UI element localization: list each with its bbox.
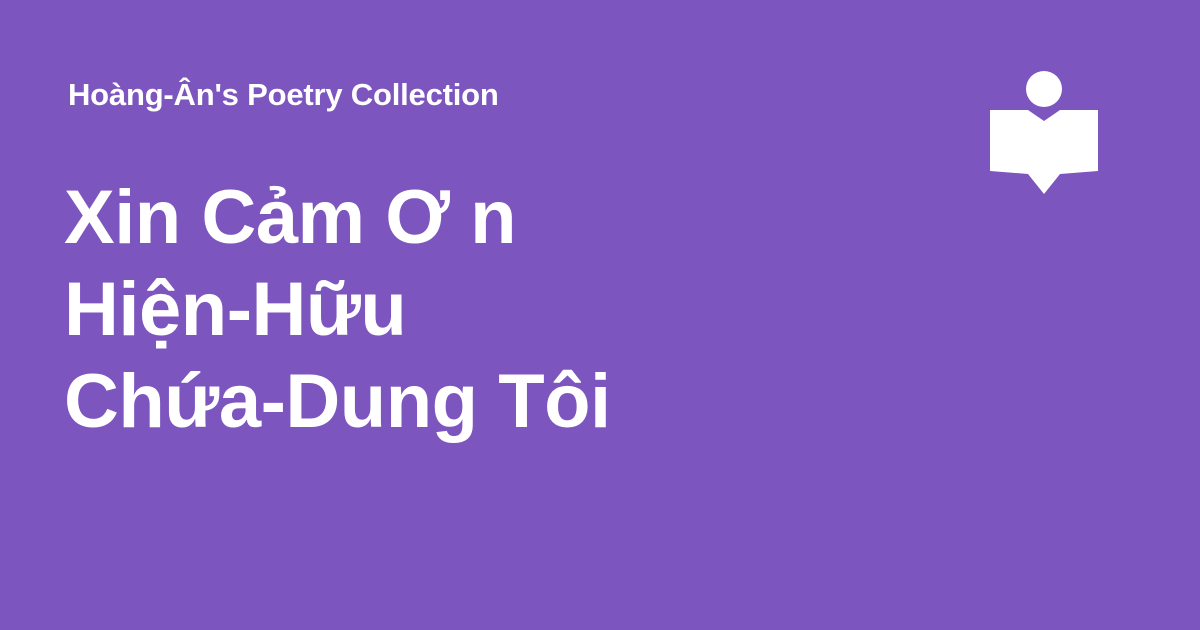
poem-title-line-3: Chứa-Dung Tôi — [64, 359, 611, 444]
collection-name: Hoàng-Ân's Poetry Collection — [68, 77, 499, 112]
open-book — [990, 110, 1098, 194]
poem-title-line-2: Hiện-Hữu — [64, 267, 407, 352]
reader-head — [1026, 71, 1062, 107]
poem-title — [64, 172, 611, 448]
reader-book-icon — [988, 70, 1100, 198]
poem-title-line-1: Xin Cảm Ơ n — [64, 175, 517, 260]
